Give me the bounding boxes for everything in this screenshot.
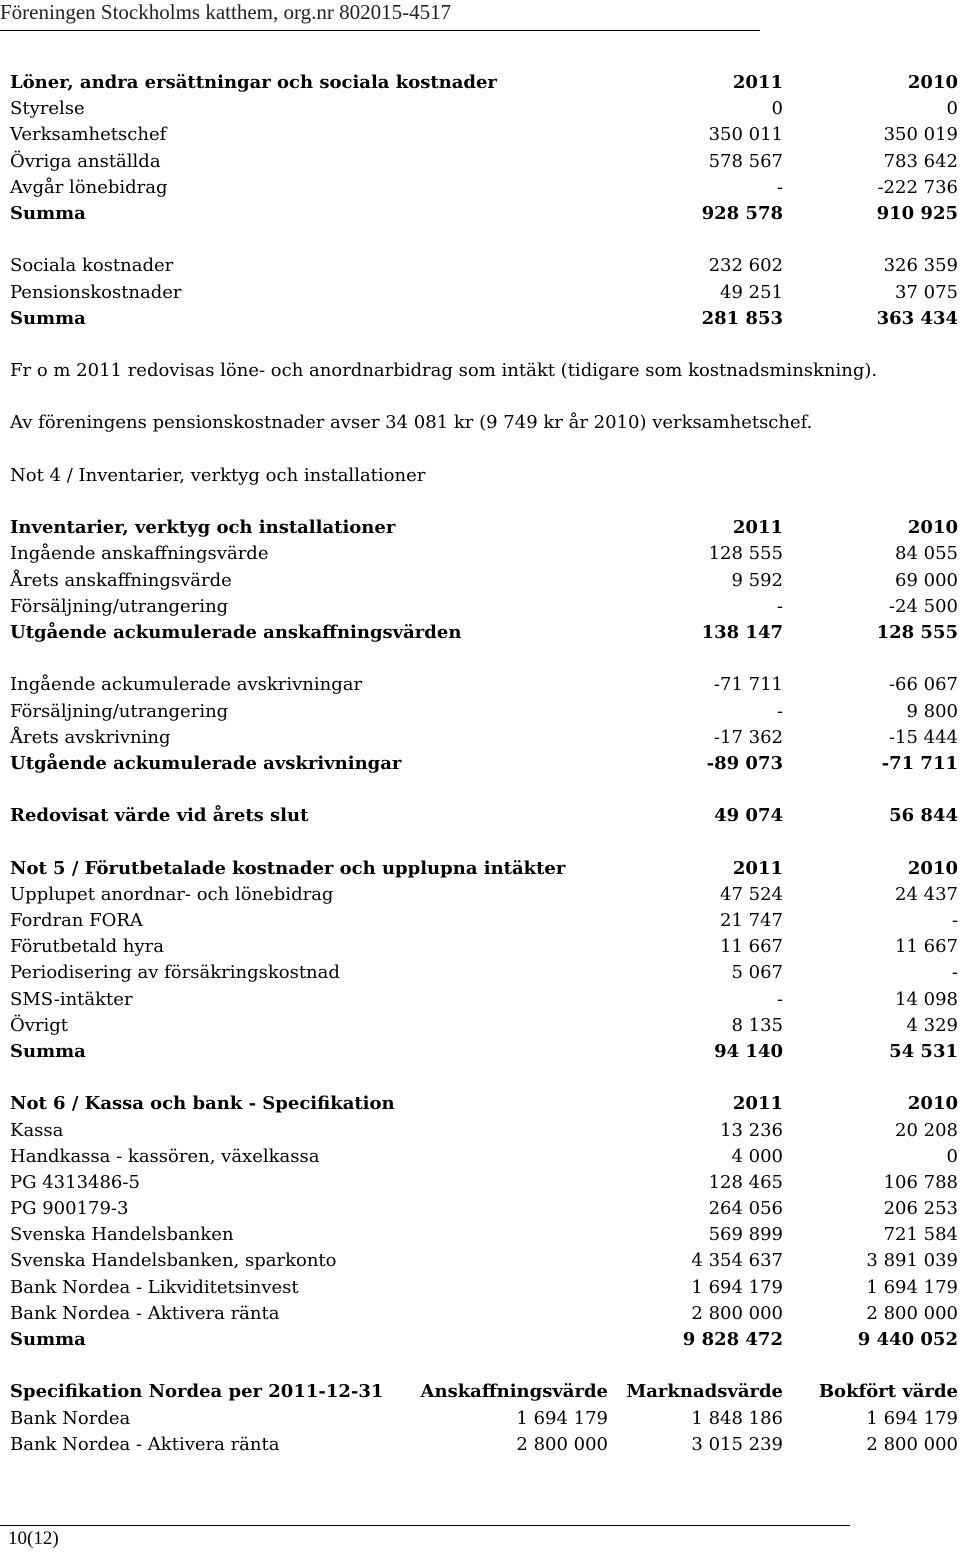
value-2011: 4 354 637 [691,1250,783,1272]
row-label: Försäljning/utrangering [10,700,229,722]
value-2011: 9 592 [731,569,783,591]
year-2010-header: 2010 [907,72,958,93]
year-2011-header: 2011 [732,72,783,93]
table-row [10,1301,958,1327]
sum-2011: 138 147 [701,621,783,643]
value-2011: 350 011 [708,124,783,146]
inventory-heading-label: Inventarier, verktyg och installationer [10,517,396,539]
spacer [10,332,958,358]
table-row [10,149,958,175]
value-2011: - [776,988,783,1010]
value-2010: - [951,962,958,984]
spacer [10,777,958,803]
value-2010: -24 500 [888,595,958,617]
row-label: Fordran FORA [10,910,143,931]
spacer [10,1065,958,1091]
year-2011-header: 2011 [732,517,783,539]
value-2011: 578 567 [708,150,783,172]
table-row [10,1118,958,1144]
value-2010: 2 800 000 [866,1302,958,1324]
book-value: 2 800 000 [866,1433,958,1455]
value-2011: 128 555 [708,543,783,565]
value-2010: - [951,910,958,931]
nordea-spec-heading [10,1379,958,1405]
sum-2011: 281 853 [701,307,783,329]
row-label: Förutbetald hyra [10,936,165,958]
table-row [10,96,958,122]
table-row [10,987,958,1013]
spacer [10,1353,958,1379]
sum-2010: 363 434 [876,307,958,329]
spacer [10,829,958,855]
value-2010: 3 891 039 [866,1250,958,1272]
document-body [10,70,958,1458]
inventory-table-heading [10,515,958,541]
value-2011: 5 067 [731,962,783,984]
value-2011: 232 602 [708,255,783,277]
row-label: Bank Nordea - Aktivera ränta [10,1302,280,1324]
table-row [10,1013,958,1039]
market-value-header: Marknadsvärde [626,1381,783,1403]
sum-2010: 54 531 [889,1040,958,1062]
book-value-header: Bokfört värde [818,1381,958,1403]
value-2011: 11 667 [720,936,783,958]
value-2010: 24 437 [895,883,958,905]
row-label: Bank Nordea [10,1407,131,1429]
row-label: Upplupet anordnar- och lönebidrag [10,883,334,905]
table-row [10,1432,958,1458]
value-2010: 11 667 [895,936,958,958]
sum-label: Summa [10,307,86,329]
sum-label: Summa [10,1329,86,1350]
sum-row [10,620,958,646]
spacer [10,437,958,463]
value-2011: 47 524 [720,883,783,905]
sum-2010: 9 440 052 [857,1329,958,1350]
value-2011: 4 000 [731,1145,783,1167]
value-2010: -15 444 [888,726,958,748]
salaries-table-heading [10,70,958,96]
row-label: Sociala kostnader [10,255,174,277]
sum-row [10,1039,958,1065]
value-2011: - [776,700,783,722]
table-row [10,122,958,148]
table-row [10,1222,958,1248]
value-2011: 13 236 [720,1119,783,1141]
value-2010: 350 019 [883,124,958,146]
sum-2011: 94 140 [714,1040,783,1062]
acquisition-value: 1 694 179 [516,1407,608,1429]
sum-row [10,751,958,777]
sum-label: Utgående ackumulerade anskaffningsvärden [10,621,462,643]
table-row [10,280,958,306]
table-row [10,175,958,201]
note-5-title: Not 5 / Förutbetalade kostnader och upplupna intäkter [10,857,566,879]
book-value-2011: 49 074 [714,805,783,827]
table-row [10,1144,958,1170]
value-2010: 0 [946,98,958,120]
table-row [10,1170,958,1196]
value-2010: 0 [946,1145,958,1167]
row-label: Styrelse [10,98,85,120]
sum-label: Utgående ackumulerade avskrivningar [10,752,402,774]
nordea-spec-title: Specifikation Nordea per 2011-12-31 [10,1381,384,1403]
note-6-heading [10,1091,958,1117]
organization-title: Föreningen Stockholms katthem, org.nr 802015-4517 [0,0,452,24]
book-value-row [10,803,958,829]
acquisition-value-header: Anskaffningsvärde [420,1381,608,1403]
row-label: Pensionskostnader [10,281,182,303]
value-2011: 8 135 [731,1014,783,1036]
value-2011: - [776,595,783,617]
book-value: 1 694 179 [866,1407,958,1429]
row-label: PG 900179-3 [10,1198,129,1220]
value-2010: 9 800 [906,700,958,722]
row-label: Ingående ackumulerade avskrivningar [10,674,363,696]
spacer [10,384,958,410]
value-2011: 0 [771,98,783,120]
pension-note: Av föreningens pensionskostnader avser 34 081 kr (9 749 kr år 2010) verksamhetschef. [10,412,813,434]
salary-note: Fr o m 2011 redovisas löne- och anordnarbidrag som intäkt (tidigare som kostnadsminskning). [10,360,878,382]
spacer [10,227,958,253]
value-2010: 20 208 [895,1119,958,1141]
year-2010-header: 2010 [907,1093,958,1115]
page-number: 10(12) [8,1528,59,1549]
row-label: Periodisering av försäkringskostnad [10,962,340,984]
value-2010: 783 642 [883,150,958,172]
market-value: 3 015 239 [691,1433,783,1455]
table-row [10,960,958,986]
value-2011: 128 465 [708,1171,783,1193]
value-2010: 326 359 [883,255,958,277]
row-label: SMS-intäkter [10,988,133,1010]
row-label: Svenska Handelsbanken [10,1224,234,1246]
value-2011: 49 251 [720,281,783,303]
value-2010: -222 736 [877,176,958,198]
year-2010-header: 2010 [907,517,958,539]
value-2010: 84 055 [895,543,958,565]
table-row [10,882,958,908]
value-2011: -17 362 [713,726,783,748]
table-row [10,1248,958,1274]
book-value-2010: 56 844 [889,805,958,827]
note-6-title: Not 6 / Kassa och bank - Specifikation [10,1093,395,1115]
row-label: Handkassa - kassören, växelkassa [10,1145,320,1167]
page-header [0,0,960,36]
table-row [10,672,958,698]
value-2011: 2 800 000 [691,1302,783,1324]
table-row [10,934,958,960]
value-2010: 721 584 [883,1224,958,1246]
table-row [10,1196,958,1222]
value-2010: 14 098 [895,988,958,1010]
sum-row [10,201,958,227]
value-2011: 1 694 179 [691,1276,783,1298]
sum-2010: 910 925 [876,202,958,224]
spacer [10,489,958,515]
salaries-heading-label: Löner, andra ersättningar och sociala kostnader [10,72,497,93]
sum-label: Summa [10,202,86,224]
value-2011: - [776,176,783,198]
row-label: Svenska Handelsbanken, sparkonto [10,1250,337,1272]
sum-label: Summa [10,1040,86,1062]
sum-2011: -89 073 [706,752,783,774]
row-label: Övriga anställda [10,150,161,172]
note-5-heading [10,856,958,882]
table-row [10,568,958,594]
sum-2011: 9 828 472 [682,1329,783,1350]
value-2010: 1 694 179 [866,1276,958,1298]
row-label: Försäljning/utrangering [10,595,229,617]
header-divider [0,30,760,31]
value-2011: -71 711 [713,674,783,696]
footer-divider [0,1525,850,1526]
table-row [10,699,958,725]
sum-row [10,306,958,332]
value-2010: 106 788 [883,1171,958,1193]
year-2011-header: 2011 [732,1093,783,1115]
sum-row [10,1327,958,1353]
sum-2011: 928 578 [701,202,783,224]
sum-2010: -71 711 [881,752,958,774]
row-label: Avgår lönebidrag [10,176,168,198]
sum-2010: 128 555 [876,621,958,643]
row-label: Ingående anskaffningsvärde [10,543,269,565]
acquisition-value: 2 800 000 [516,1433,608,1455]
row-label: PG 4313486-5 [10,1171,140,1193]
table-row [10,541,958,567]
row-label: Årets anskaffningsvärde [10,569,232,591]
row-label: Bank Nordea - Aktivera ränta [10,1433,280,1455]
value-2011: 21 747 [720,910,783,931]
value-2010: -66 067 [888,674,958,696]
year-2010-header: 2010 [907,857,958,879]
value-2010: 206 253 [883,1198,958,1220]
row-label: Bank Nordea - Likviditetsinvest [10,1276,299,1298]
note-4-title: Not 4 / Inventarier, verktyg och installationer [10,464,426,486]
row-label: Kassa [10,1119,64,1141]
value-2011: 264 056 [708,1198,783,1220]
table-row [10,594,958,620]
table-row [10,1275,958,1301]
table-row [10,908,958,934]
value-2010: 37 075 [895,281,958,303]
value-2010: 4 329 [906,1014,958,1036]
row-label: Övrigt [10,1014,69,1036]
spacer [10,646,958,672]
value-2011: 569 899 [708,1224,783,1246]
book-value-label: Redovisat värde vid årets slut [10,805,309,827]
table-row [10,725,958,751]
row-label: Verksamhetschef [10,124,167,146]
table-row [10,1406,958,1432]
row-label: Årets avskrivning [10,726,171,748]
year-2011-header: 2011 [732,857,783,879]
value-2010: 69 000 [895,569,958,591]
table-row [10,253,958,279]
market-value: 1 848 186 [691,1407,783,1429]
